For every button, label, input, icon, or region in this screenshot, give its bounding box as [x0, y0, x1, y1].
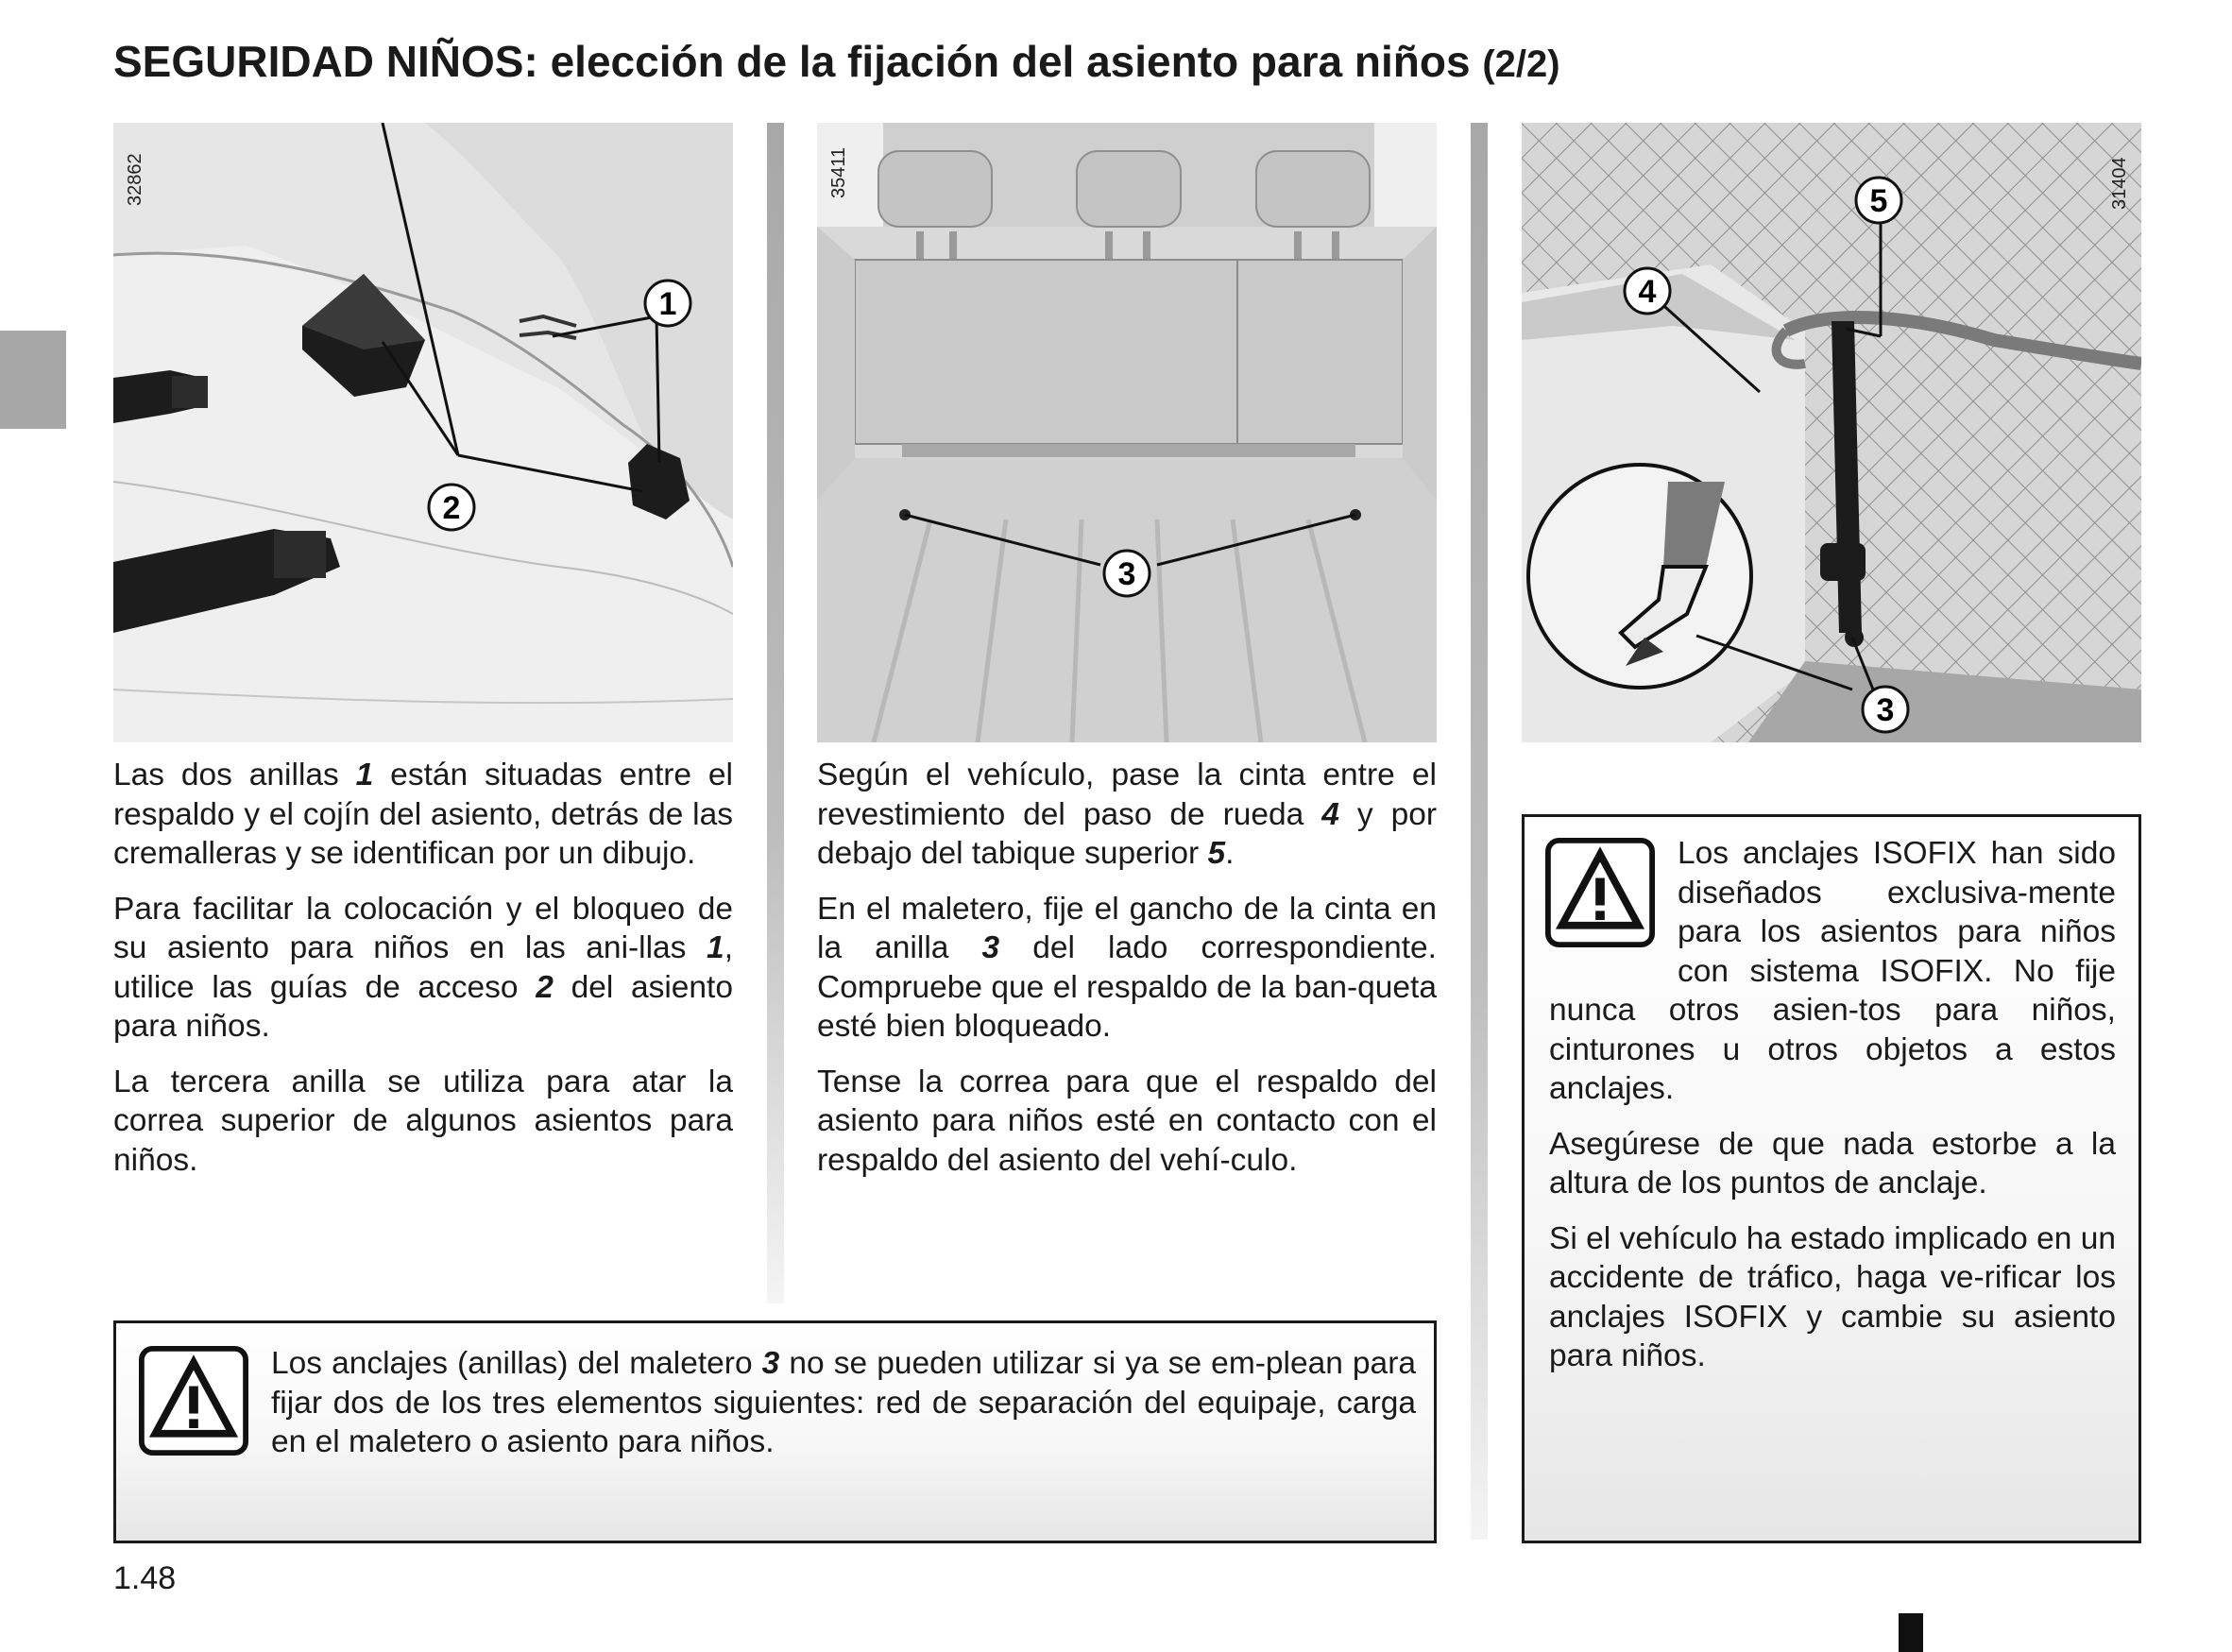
callout-3-label: 3: [1117, 556, 1136, 592]
callout-4: [1625, 268, 1670, 314]
page-title: [113, 36, 1560, 87]
figure-trunk-anchors-drawing: [817, 123, 1437, 742]
warning-box-isofix: [1522, 814, 2141, 1543]
page-number: 1.48: [113, 1560, 177, 1596]
warning-box-isofix-paragraph-1: Los anclajes ISOFIX han sido diseñados exclusiva-mente para los asientos para niños con sistema ISOFIX. No fije nunca otros asien-tos para niños, cinturones u otros objetos a estos anclajes.: [1549, 836, 2116, 1106]
callout-3-label: 3: [1876, 692, 1895, 728]
figure-number: 32862: [125, 153, 145, 206]
callout-2: [429, 485, 474, 530]
figure-number: 35411: [828, 146, 849, 198]
reference-number: 3: [761, 1346, 780, 1381]
warning-box-trunk: [113, 1320, 1437, 1543]
page-title-text: SEGURIDAD NIÑOS: elección de la fijación del asiento para niños: [113, 37, 1471, 86]
callout-3: [1104, 551, 1150, 596]
reference-number: 1: [707, 930, 724, 965]
column-1-text: [113, 756, 733, 1196]
figure-seat-isofix: [113, 123, 733, 742]
figure-number: 31404: [2109, 157, 2130, 210]
column-1-paragraph-1: Las dos anillas 1 están situadas entre el respaldo y el cojín del asiento, detrás de las cremalleras y se identifican por un dibujo.: [113, 758, 733, 871]
callout-2-label: 2: [442, 490, 461, 526]
warning-box-trunk-paragraph: Los anclajes (anillas) del maletero 3 no se pueden utilizar si ya se em-plean para fijar dos de los tres elementos siguientes: red de separación del equipaje, carga en el maletero o asiento para niños.: [271, 1346, 1416, 1459]
column-2-paragraph-2: En el maletero, fije el gancho de la cinta en la anilla 3 del lado correspondiente. Compruebe que el respaldo de la ban-queta esté bien bloqueado.: [817, 891, 1437, 1044]
column-2-text: [817, 756, 1437, 1196]
page-part: (2/2): [1482, 43, 1560, 85]
warning-box-isofix-paragraph-3: Si el vehículo ha estado implicado en un accidente de tráfico, haga ve-rificar los anclajes ISOFIX y cambie su asiento para niños.: [1549, 1220, 2116, 1373]
warning-triangle-icon: [139, 1346, 248, 1456]
column-separator-left: [767, 123, 784, 1303]
figure-strap-routing: [1522, 123, 2141, 742]
warning-box-isofix-text: [1549, 834, 2116, 1392]
callout-4-label: 4: [1638, 274, 1657, 310]
column-1-paragraph-2: Para facilitar la colocación y el bloqueo de su asiento para niños en las ani-llas 1, utilice las guías de acceso 2 del asiento para niños.: [113, 891, 733, 1044]
callout-5: [1856, 178, 1901, 223]
column-1-paragraph-3: La tercera anilla se utiliza para atar la correa superior de algunos asientos para niños.: [113, 1064, 733, 1178]
hook-detail: [1528, 465, 1751, 688]
chapter-tab: [0, 331, 66, 429]
reference-number: 1: [355, 758, 374, 792]
callout-1-label: 1: [658, 286, 677, 322]
reference-number: 2: [536, 969, 554, 1005]
section-end-mark: [1899, 1613, 1923, 1652]
callout-5-label: 5: [1869, 183, 1888, 219]
figure-seat-isofix-drawing: [113, 123, 733, 742]
callout-1: [645, 281, 690, 326]
warning-box-isofix-paragraph-2: Asegúrese de que nada estorbe a la altura de los puntos de anclaje.: [1549, 1126, 2116, 1201]
reference-number: 3: [981, 930, 1000, 965]
column-separator-right: [1471, 123, 1488, 1540]
figure-strap-routing-drawing: [1522, 123, 2141, 742]
column-2-paragraph-3: Tense la correa para que el respaldo del asiento para niños esté en contacto con el respaldo del asiento del vehí-culo.: [817, 1064, 1437, 1178]
warning-box-trunk-text: [271, 1344, 1416, 1478]
figure-trunk-anchors: [817, 123, 1437, 742]
column-2-paragraph-1: Según el vehículo, pase la cinta entre el revestimiento del paso de rueda 4 y por debajo del tabique superior 5.: [817, 758, 1437, 871]
reference-number: 5: [1207, 836, 1226, 871]
callout-3: [1863, 687, 1908, 732]
reference-number: 4: [1321, 796, 1339, 832]
